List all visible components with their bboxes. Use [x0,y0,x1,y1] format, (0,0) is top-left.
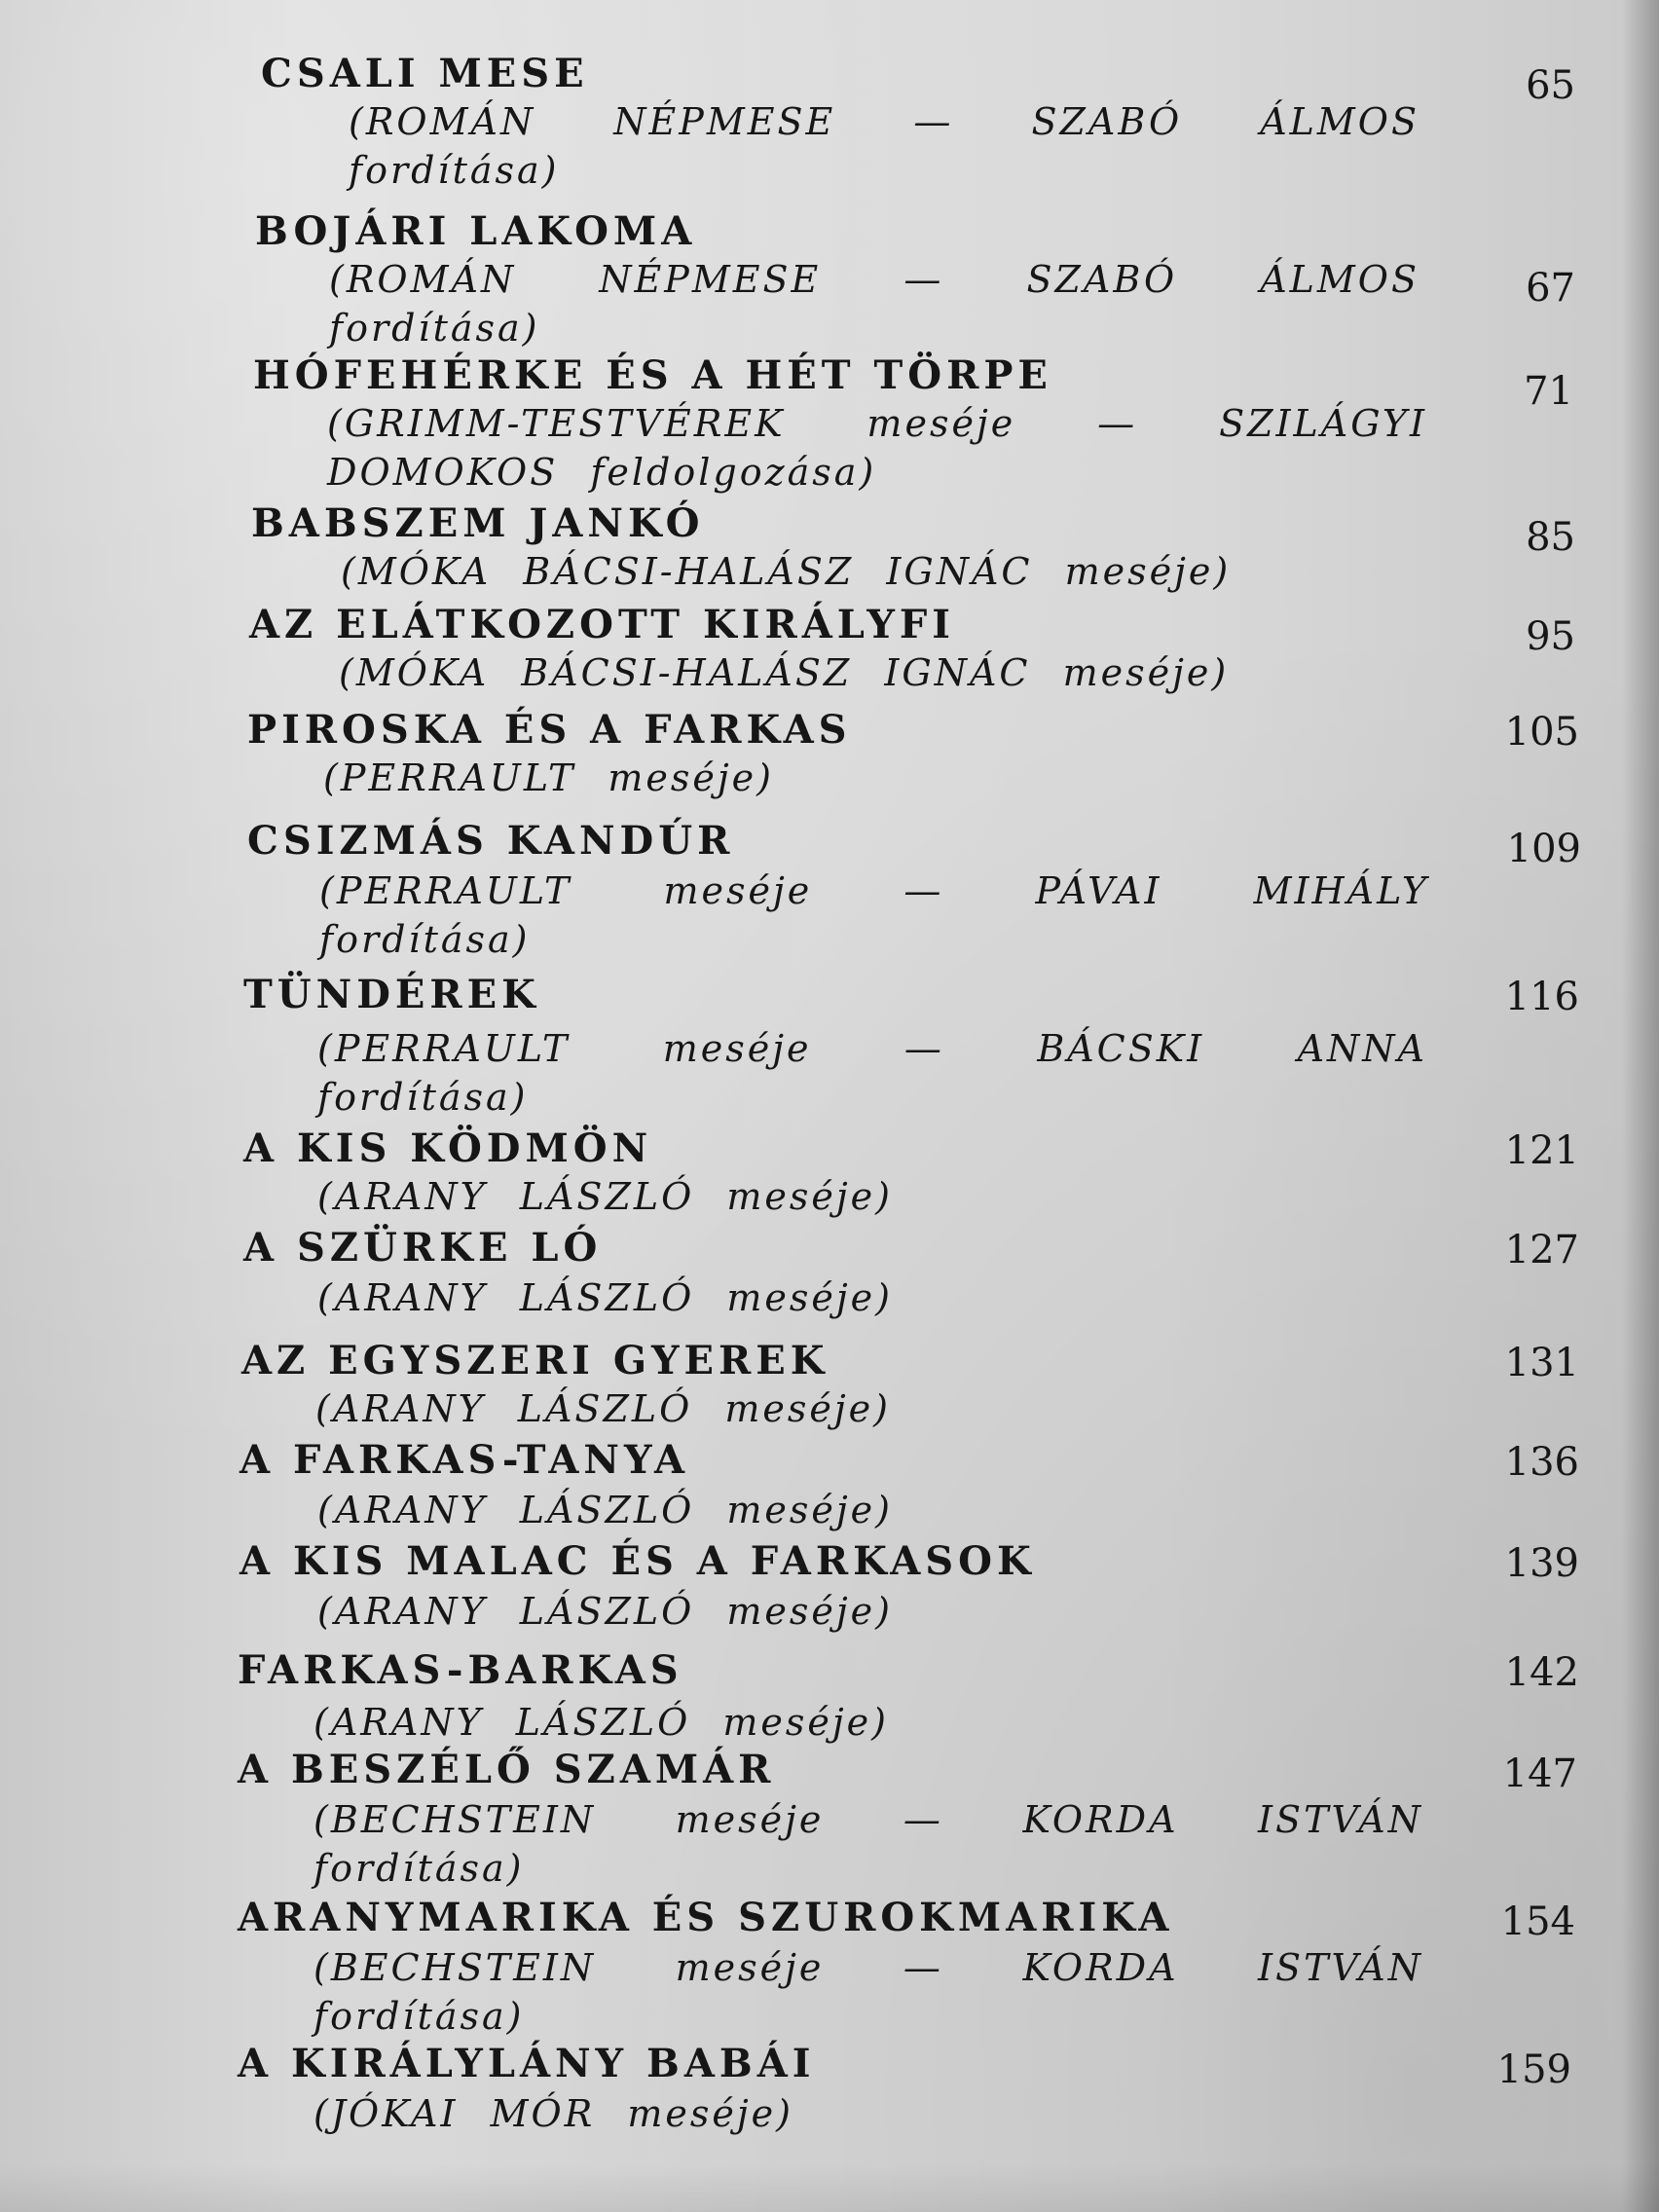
entry-page-number: 147 [1502,1751,1577,1796]
entry-page-number: 105 [1504,710,1579,755]
entry-page-number: 95 [1526,614,1575,659]
entry-subtitle: (ROMÁN NÉPMESE — SZABÓ ÁLMOS fordítása) [329,258,1419,350]
entry-title: CSIZMÁS KANDÚR [247,818,735,864]
entry-title: BABSZEM JANKÓ [251,500,705,546]
entry-title: A KIRÁLYLÁNY BABÁI [238,2041,816,2086]
entry-subtitle: (MÓKA BÁCSI-HALÁSZ IGNÁC meséje) [339,651,1230,694]
entry-subtitle: (BECHSTEIN meséje — KORDA ISTVÁN fordítása) [313,1798,1423,1890]
entry-title: AZ EGYSZERI GYEREK [241,1338,830,1383]
entry-page-number: 65 [1526,63,1575,108]
entry-title: FARKAS-BARKAS [238,1647,683,1693]
entry-title: HÓFEHÉRKE ÉS A HÉT TÖRPE [253,352,1052,398]
entry-page-number: 116 [1504,975,1579,1019]
entry-subtitle: (ROMÁN NÉPMESE — SZABÓ ÁLMOS fordítása) [349,100,1419,192]
entry-page-number: 154 [1500,1899,1575,1944]
entry-page-number: 136 [1504,1440,1579,1485]
entry-subtitle: (ARANY LÁSZLÓ meséje) [317,1590,893,1633]
entry-subtitle: (ARANY LÁSZLÓ meséje) [313,1701,889,1744]
entry-page-number: 85 [1526,515,1575,560]
entry-title: PIROSKA ÉS A FARKAS [247,707,852,753]
entry-subtitle: (ARANY LÁSZLÓ meséje) [317,1175,893,1218]
entry-page-number: 71 [1524,369,1573,414]
entry-page-number: 109 [1506,827,1581,871]
entry-subtitle: (JÓKAI MÓR meséje) [313,2092,793,2135]
entry-page-number: 131 [1504,1341,1579,1385]
entry-title: A KIS KÖDMÖN [243,1125,653,1171]
entry-subtitle: (PERRAULT meséje — BÁCSKI ANNA fordítása) [317,1027,1427,1119]
entry-title: TÜNDÉREK [243,972,540,1017]
entry-subtitle: (ARANY LÁSZLÓ meséje) [317,1489,893,1531]
entry-page-number: 142 [1504,1650,1579,1695]
entry-title: A KIS MALAC ÉS A FARKASOK [240,1538,1036,1584]
entry-subtitle: (MÓKA BÁCSI-HALÁSZ IGNÁC meséje) [341,550,1232,593]
page-bottom-shade [0,2163,1659,2212]
entry-title: CSALI MESE [261,51,589,96]
entry-subtitle: (GRIMM-TESTVÉREK meséje — SZILÁGYI DOMOKOS feldolgozása) [327,402,1427,494]
entry-page-number: 127 [1504,1228,1579,1272]
entry-title: ARANYMARIKA ÉS SZUROKMARIKA [238,1895,1174,1940]
entry-title: AZ ELÁTKOZOTT KIRÁLYFI [249,602,955,647]
entry-page-number: 67 [1526,266,1575,311]
entry-subtitle: (ARANY LÁSZLÓ meséje) [317,1276,893,1319]
entry-title: BOJÁRI LAKOMA [255,208,697,254]
entry-subtitle: (PERRAULT meséje) [323,756,774,799]
entry-page-number: 121 [1504,1128,1579,1173]
entry-title: A BESZÉLŐ SZAMÁR [238,1747,776,1792]
entry-page-number: 139 [1504,1541,1579,1586]
entry-subtitle: (PERRAULT meséje — PÁVAI MIHÁLY fordítása) [319,869,1429,961]
entry-subtitle: (ARANY LÁSZLÓ meséje) [315,1387,891,1430]
entry-title: A FARKAS-TANYA [240,1437,690,1483]
entry-subtitle: (BECHSTEIN meséje — KORDA ISTVÁN fordítása) [313,1946,1423,2038]
entry-page-number: 159 [1496,2047,1571,2092]
entry-title: A SZÜRKE LÓ [243,1225,603,1271]
